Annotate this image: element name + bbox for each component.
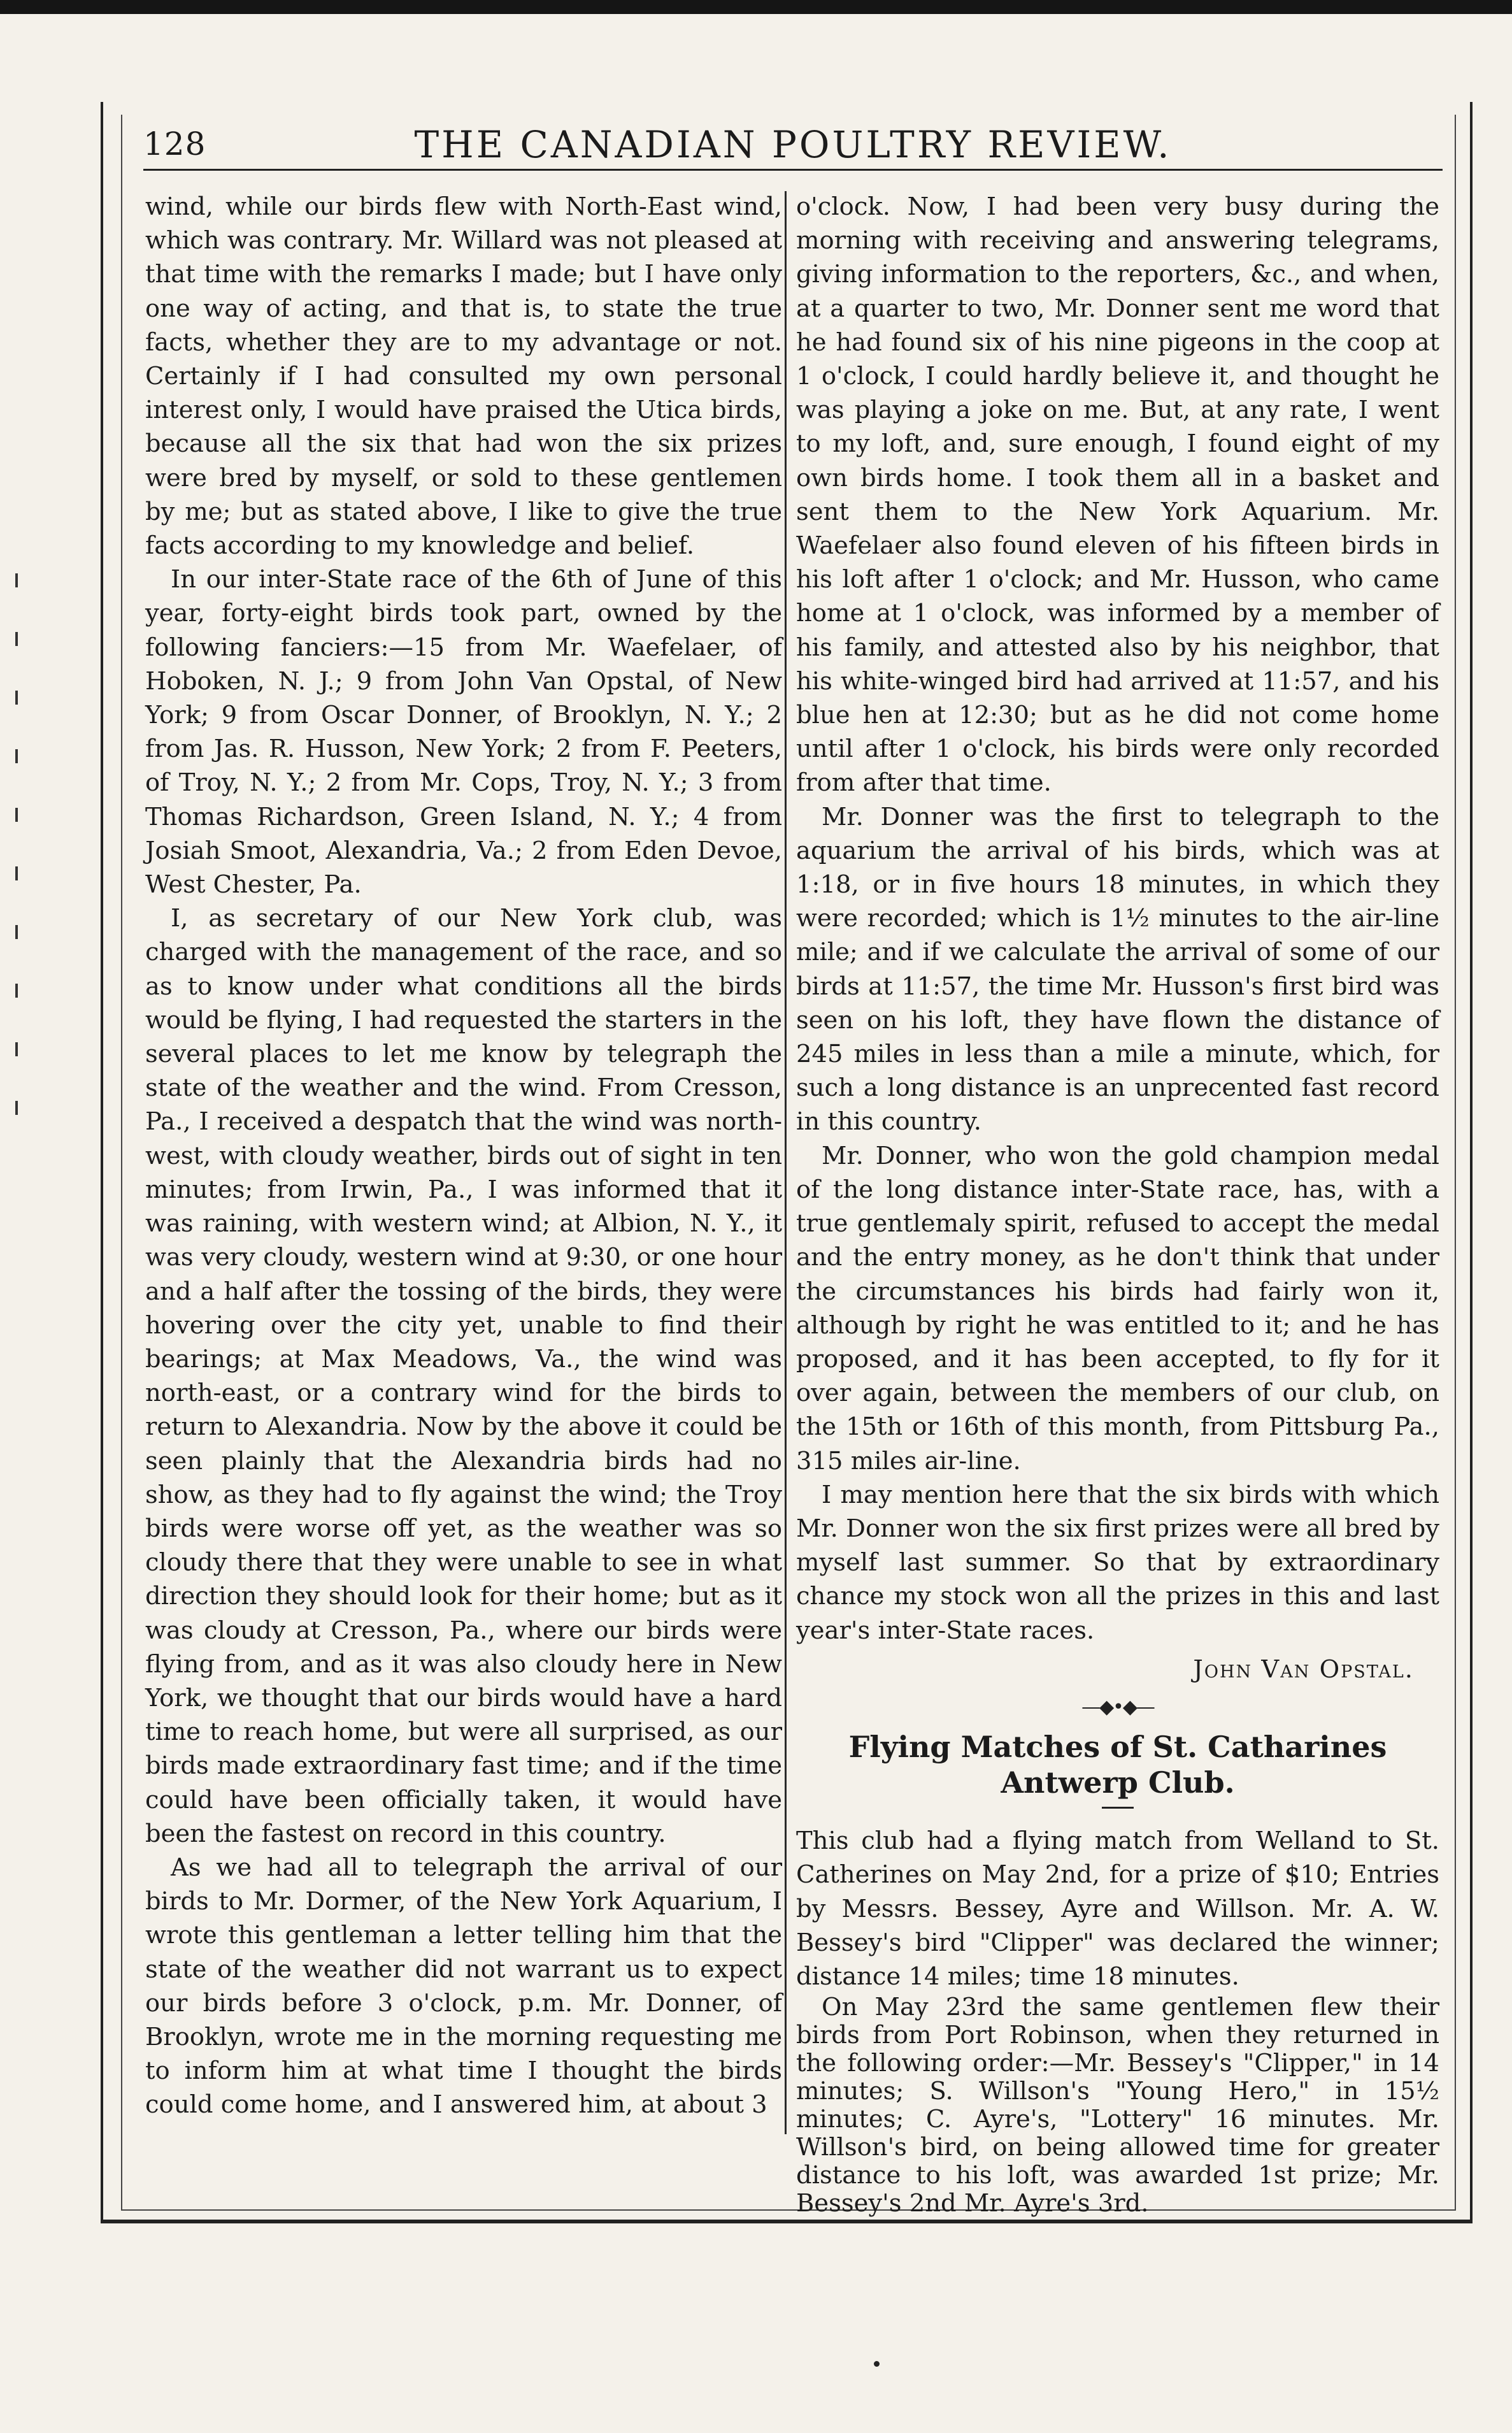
- right-column: [796, 190, 1439, 2218]
- paragraph: This club had a flying match from Welland to St. Catherines on May 2nd, for a prize of $10; Entries by Messrs. Bessey, Ayre and Willson. Mr. A. W. Bessey's bird "Clipper" was declared the winner; distance 14 miles; time 18 minutes.: [796, 1827, 1439, 1991]
- author-signature: John Van Opstal.: [1193, 1654, 1414, 1684]
- page-number: 128: [143, 126, 206, 162]
- paragraph: Mr. Donner was the first to telegraph to the aquarium the arrival of his birds, which was at 1:18, or in five hours 18 minutes, in which they were recorded; which is 1½ minutes to the air-line mile; and if we calculate the arrival of some of our birds at 11:57, the time Mr. Husson's first bird was seen on his loft, they have flown the distance of 245 miles in less than a mile a minute, which, for such a long distance is an unprecented fast record in this country.: [796, 802, 1439, 1137]
- heading-underline: [1102, 1807, 1134, 1809]
- paragraph: wind, while our birds flew with North-East wind, which was contrary. Mr. Willard was not pleased at that time with the remarks I made; but I have only one way of acting, and that is, to state the true facts, whether they are to my advantage or not. Certainly if I had consulted my own personal interest only, I would have praised the Utica birds, because all the six that had won the six prizes were bred by myself, or sold to these gentlemen by me; but as stated above, I like to give the true facts according to my knowledge and belief.: [145, 192, 782, 561]
- page-header: [143, 118, 1443, 171]
- section-heading: Flying Matches of St. Catharines Antwerp Club.: [848, 1730, 1387, 1800]
- paragraph: I may mention here that the six birds with which Mr. Donner won the six first prizes were all bred by myself last summer. So that by extraordinary chance my stock won all the prizes in this and last year's inter-State races.: [796, 1480, 1439, 1645]
- top-border-rule: [0, 0, 1512, 14]
- paragraph: o'clock. Now, I had been very busy during the morning with receiving and answering telegrams, giving information to the reporters, &c., and when, at a quarter to two, Mr. Donner sent me word that he had found six of his nine pigeons in the coop at 1 o'clock, I could hardly believe it, and thought he was playing a joke on me. But, at any rate, I went to my loft, and, sure enough, I found eight of my own birds home. I took them all in a basket and sent them to the New York Aquarium. Mr. Waefelaer also found eleven of his fifteen birds in his loft after 1 o'clock; and Mr. Husson, who came home at 1 o'clock, was informed by a member of his family, and attested also by his neighbor, that his white-winged bird had arrived at 11:57, and his blue hen at 12:30; but as he did not come home until after 1 o'clock, his birds were only recorded from after that time.: [796, 192, 1439, 798]
- paragraph: Mr. Donner, who won the gold champion medal of the long distance inter-State race, has, with a true gentlemaly spirit, refused to accept the medal and the entry money, as he don't think that under the circumstances his birds had fairly won it, although by right he was entitled to it; and he has proposed, and it has been accepted, to fly for it over again, between the members of our club, on the 15th or 16th of this month, from Pittsburg Pa., 315 miles air-line.: [796, 1141, 1439, 1475]
- left-column: [145, 190, 782, 2122]
- section-ornament: —◆•◆—: [1081, 1695, 1154, 1718]
- paragraph: On May 23rd the same gentlemen flew their birds from Port Robinson, when they returned in the following order:—Mr. Bessey's "Clipper," in 14 minutes; S. Willson's "Young Hero," in 15½ minutes; C. Ayre's, "Lottery" 16 minutes. Mr. Willson's bird, on being allowed time for greater distance to his loft, was awarded 1st prize; Mr. Bessey's 2nd Mr. Ayre's 3rd.: [796, 1993, 1439, 2218]
- paragraph: In our inter-State race of the 6th of June of this year, forty-eight birds took part, owned by the following fanciers:—15 from Mr. Waefelaer, of Hoboken, N. J.; 9 from John Van Opstal, of New York; 9 from Oscar Donner, of Brooklyn, N. Y.; 2 from Jas. R. Husson, New York; 2 from F. Peeters, of Troy, N. Y.; 2 from Mr. Cops, Troy, N. Y.; 3 from Thomas Richardson, Green Island, N. Y.; 4 from Josiah Smoot, Alexandria, Va.; 2 from Eden Devoe, West Chester, Pa.: [145, 565, 782, 900]
- stray-ink-dot: [874, 2361, 880, 2367]
- paragraph: As we had all to telegraph the arrival of our birds to Mr. Dormer, of the New York Aquarium, I wrote this gentleman a letter telling him that the state of the weather did not warrant us to expect our birds before 3 o'clock, p.m. Mr. Donner, of Brooklyn, wrote me in the morning requesting me to inform him at what time I thought the birds could come home, and I answered him, at about 3: [145, 1853, 782, 2120]
- paragraph: I, as secretary of our New York club, was charged with the management of the race, and so as to know under what conditions all the birds would be flying, I had requested the starters in the several places to let me know by telegraph the state of the weather and the wind. From Cresson, Pa., I received a despatch that the wind was north-west, with cloudy weather, birds out of sight in ten minutes; from Irwin, Pa., I was informed that it was raining, with western wind; at Albion, N. Y., it was very cloudy, western wind at 9:30, or one hour and a half after the tossing of the birds, they were hovering over the city yet, unable to find their bearings; at Max Meadows, Va., the wind was north-east, or a contrary wind for the birds to return to Alexandria. Now by the above it could be seen plainly that the Alexandria birds had no show, as they had to fly against the wind; the Troy birds were worse off yet, as the weather was so cloudy there that they were unable to see in what direction they should look for their home; but as it was cloudy at Cresson, Pa., where our birds were flying from, and as it was also cloudy here in New York, we thought that our birds would have a hard time to reach home, but were all surprised, as our birds made extraordinary fast time; and if the time could have been officially taken, it would have been the fastest on record in this country.: [145, 904, 782, 1848]
- column-divider: [785, 191, 787, 2134]
- margin-marks: [13, 573, 20, 2166]
- journal-title: THE CANADIAN POULTRY REVIEW.: [414, 123, 1172, 166]
